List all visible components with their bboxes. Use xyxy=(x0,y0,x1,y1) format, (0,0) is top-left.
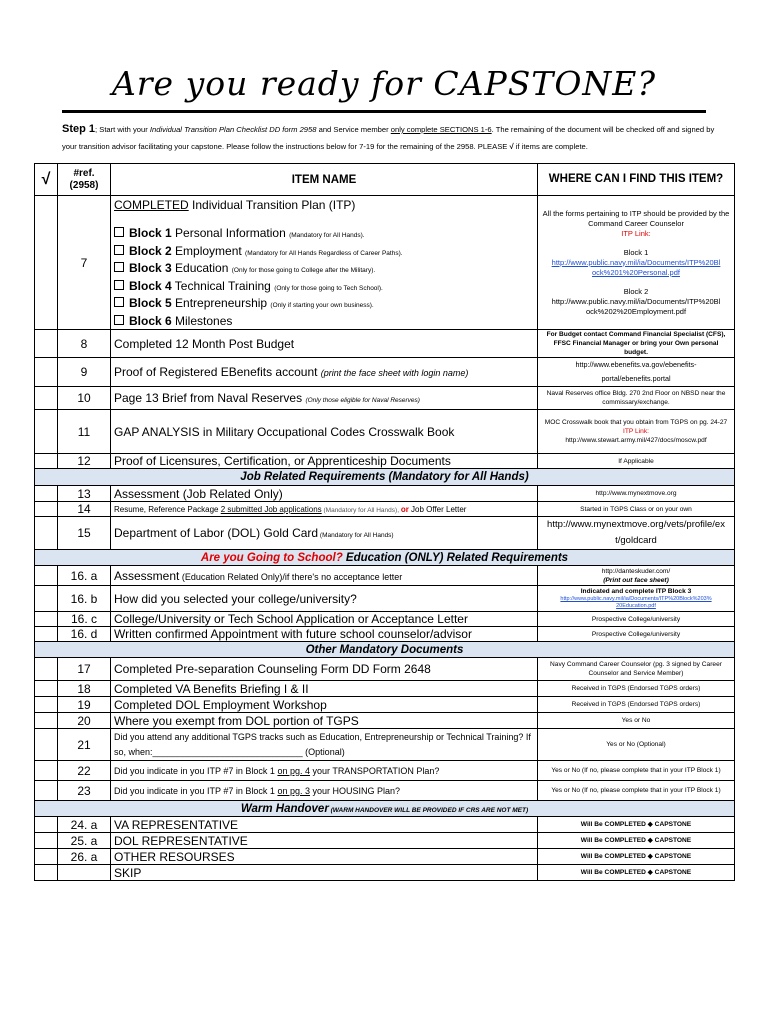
checkbox-cell[interactable] xyxy=(35,566,58,586)
ref-cell: 13 xyxy=(58,486,111,502)
table-row xyxy=(35,781,735,801)
ref-cell: 19 xyxy=(58,697,111,713)
item-cell xyxy=(111,387,538,410)
item-note: (Only those eligible for Naval Reserves) xyxy=(305,397,420,404)
checkbox-icon[interactable] xyxy=(114,245,124,255)
checkbox-cell[interactable] xyxy=(35,410,58,454)
header-row xyxy=(35,164,735,196)
where-cell: Naval Reserves office Bldg. 270 2nd Floor on NBSD near the commissary/exchange. xyxy=(538,387,735,410)
where-cell[interactable]: http://www.ebenefits.va.gov/ebenefits-portal/ebenefits.portal xyxy=(538,358,735,387)
checkbox-icon[interactable] xyxy=(114,297,124,307)
where-cell: Yes or No (If no, please complete that in your ITP Block 1) xyxy=(538,781,735,801)
item-cell: Did you attend any additional TGPS tracks such as Education, Entrepreneurship or Technical Training? If so, when:______________________________ (Optional) xyxy=(111,729,538,761)
item-cell: SKIP xyxy=(111,865,538,881)
item-cell xyxy=(111,502,538,517)
step-text-5: . The remaining of the document will be checked off and signed by your transition advisor facilitating your capstone. Please follow the instructions below for 7-19 for the remaining of the 2958. PLEASE xyxy=(62,125,715,151)
block-note: (Only if starting your own business). xyxy=(270,302,374,309)
checkbox-cell[interactable] xyxy=(35,833,58,849)
checkbox-cell[interactable] xyxy=(35,713,58,729)
block-label: Education xyxy=(171,261,232,275)
where-cell: Received in TGPS (Endorsed TGPS orders) xyxy=(538,697,735,713)
checkbox-cell[interactable] xyxy=(35,358,58,387)
section-title xyxy=(35,550,735,566)
where-cell: Yes or No xyxy=(538,713,735,729)
itp-where-b2: Block 2 xyxy=(623,286,649,296)
item-note: (Mandatory for All Hands) xyxy=(318,532,394,539)
where-cell: Prospective College/university xyxy=(538,627,735,642)
itp-where-b1: Block 1 xyxy=(623,247,649,257)
checkbox-cell[interactable] xyxy=(35,517,58,550)
block-label: Entrepreneurship xyxy=(171,296,271,310)
where-cell xyxy=(538,566,735,586)
ref-cell: 16. d xyxy=(58,627,111,642)
checkbox-cell[interactable] xyxy=(35,196,58,330)
step-text-3: and Service member xyxy=(316,125,391,134)
table-row xyxy=(35,330,735,358)
ref-cell: 14 xyxy=(58,502,111,517)
itp-link-label: ITP Link: xyxy=(621,228,651,238)
checkbox-cell[interactable] xyxy=(35,697,58,713)
item-cell xyxy=(111,358,538,387)
checkbox-cell[interactable] xyxy=(35,502,58,517)
where-cell: Started in TGPS Class or on your own xyxy=(538,502,735,517)
ref-header xyxy=(58,164,111,196)
ref-cell: 10 xyxy=(58,387,111,410)
where-cell: Will Be COMPLETED ◆ CAPSTONE xyxy=(538,849,735,865)
section-title-main: Warm Handover xyxy=(240,802,329,815)
where-link[interactable]: http://www.stewart.army.mil/427/docs/moscw.pdf xyxy=(565,437,707,444)
item-cell: OTHER RESOURSES xyxy=(111,849,538,865)
page-title: Are you ready for CAPSTONE? xyxy=(111,64,657,103)
where-link[interactable]: http://danteskuder.com/ xyxy=(601,567,671,575)
item-cell: College/University or Tech School Application or Acceptance Letter xyxy=(111,612,538,627)
title-rule xyxy=(62,110,706,113)
block-label: Milestones xyxy=(171,313,233,328)
checkbox-cell[interactable] xyxy=(35,729,58,761)
step-label: Step 1 xyxy=(62,123,96,135)
ref-cell: 16. c xyxy=(58,612,111,627)
item-cell: Proof of Licensures, Certification, or Apprenticeship Documents xyxy=(111,454,538,469)
section-title-note: (WARM HANDOVER WILL BE PROVIDED IF CRS ARE NOT MET) xyxy=(328,806,529,814)
section-title xyxy=(35,801,735,817)
itp-block-6 xyxy=(114,314,534,330)
item-cell: Completed DOL Employment Workshop xyxy=(111,697,538,713)
item-cell: Completed Pre-separation Counseling Form DD Form 2648 xyxy=(111,658,538,681)
table-row xyxy=(35,517,735,550)
step-instructions xyxy=(62,121,722,155)
block-label: Personal Information xyxy=(171,226,290,240)
where-cell: Will Be COMPLETED ◆ CAPSTONE xyxy=(538,817,735,833)
ref-cell: 7 xyxy=(58,196,111,330)
ref-cell: 12 xyxy=(58,454,111,469)
itp-where-cell xyxy=(538,196,735,330)
item-cell: Completed VA Benefits Briefing I & II xyxy=(111,681,538,697)
ref-cell: 15 xyxy=(58,517,111,550)
item-text: Proof of Registered EBenefits account xyxy=(114,365,318,379)
itp-where-intro: All the forms pertaining to ITP should be provided by the Command Career Counselor xyxy=(542,208,730,228)
table-row xyxy=(35,849,735,865)
item-cell: Where you exempt from DOL portion of TGPS xyxy=(111,713,538,729)
item-text: Department of Labor (DOL) Gold Card xyxy=(114,526,319,540)
checkbox-cell[interactable] xyxy=(35,612,58,627)
where-link[interactable]: http://www.public.navy.mil/ia/Documents/ITP%20Block%203% 20Education.pdf xyxy=(560,596,712,609)
block-name: Block 6 xyxy=(129,313,172,328)
ref-header-1: #ref. xyxy=(73,167,95,179)
block-note: (Only for those going to College after the Military). xyxy=(231,267,376,274)
item-underlined: on pg. 4 xyxy=(277,765,310,776)
ref-cell: 16. b xyxy=(58,586,111,612)
table-row xyxy=(35,627,735,642)
block-label: Employment xyxy=(171,243,246,258)
item-text: Did you indicate in you ITP #7 in Block 1 xyxy=(114,785,278,796)
table-row xyxy=(35,761,735,781)
itp-block-4 xyxy=(114,279,534,297)
checkbox-icon[interactable] xyxy=(114,280,124,290)
item-cell xyxy=(111,781,538,801)
where-link-label: ITP Link: xyxy=(623,428,649,435)
table-row xyxy=(35,697,735,713)
block-note: (Mandatory for All Hands). xyxy=(289,232,365,239)
itp-block-5 xyxy=(114,296,534,314)
checkbox-icon[interactable] xyxy=(114,262,124,272)
table-row xyxy=(35,502,735,517)
table-row xyxy=(35,566,735,586)
checkbox-cell[interactable] xyxy=(35,454,58,469)
item-cell xyxy=(111,517,538,550)
item-cell: Written confirmed Appointment with future school counselor/advisor xyxy=(111,627,538,642)
item-note: (print the face sheet with login name) xyxy=(320,368,469,378)
item-underlined: 2 submitted Job applications xyxy=(220,504,322,514)
ref-cell: 18 xyxy=(58,681,111,697)
ref-cell: 16. a xyxy=(58,566,111,586)
where-note: (Print out face sheet) xyxy=(603,576,669,584)
item-cell: VA REPRESENTATIVE xyxy=(111,817,538,833)
itp-title-completed: COMPLETED xyxy=(114,198,189,212)
item-underlined: on pg. 3 xyxy=(277,785,310,796)
ref-cell: 25. a xyxy=(58,833,111,849)
item-text-b: Job Offer Letter xyxy=(408,504,467,514)
table-row xyxy=(35,196,735,330)
where-cell: Navy Command Career Counselor (pg. 3 signed by Career Counselor and Service Member) xyxy=(538,658,735,681)
itp-item-cell xyxy=(111,196,538,330)
block-label: Technical Training xyxy=(171,278,275,293)
where-text: MOC Crosswalk book that you obtain from TGPS on pg. 24-27 xyxy=(544,419,728,426)
item-cell: How did you selected your college/university? xyxy=(111,586,538,612)
table-row xyxy=(35,586,735,612)
item-text-b: your HOUSING Plan? xyxy=(309,785,400,796)
ref-cell: 17 xyxy=(58,658,111,681)
checkbox-cell[interactable] xyxy=(35,781,58,801)
ref-cell: 22 xyxy=(58,761,111,781)
table-row xyxy=(35,833,735,849)
checkbox-cell[interactable] xyxy=(35,486,58,502)
item-text: Did you indicate in you ITP #7 in Block 1 xyxy=(114,765,278,776)
item-text: Page 13 Brief from Naval Reserves xyxy=(114,391,303,405)
where-text: Indicated and complete ITP Block 3 xyxy=(580,588,692,595)
where-header: WHERE CAN I FIND THIS ITEM? xyxy=(538,164,735,196)
table-row xyxy=(35,681,735,697)
where-cell xyxy=(538,410,735,454)
where-cell: Prospective College/university xyxy=(538,612,735,627)
item-text: Resume, Reference Package xyxy=(114,504,221,514)
table-row xyxy=(35,713,735,729)
itp-block-3 xyxy=(114,261,534,279)
step-text-1: Start with your xyxy=(97,125,150,134)
checkbox-cell[interactable] xyxy=(35,586,58,612)
step-text-2: Individual Transition Plan Checklist DD form 2958 xyxy=(149,125,317,134)
step-sep: ; xyxy=(95,125,98,134)
itp-block-1 xyxy=(114,226,534,244)
ref-cell: 11 xyxy=(58,410,111,454)
item-text: Assessment xyxy=(114,568,180,583)
block-note: (Mandatory for All Hands Regardless of Career Paths). xyxy=(245,249,403,257)
where-cell: Received in TGPS (Endorsed TGPS orders) xyxy=(538,681,735,697)
section-title: Job Related Requirements (Mandatory for All Hands) xyxy=(35,469,735,486)
section-title: Other Mandatory Documents xyxy=(35,642,735,658)
item-note: (Education Related Only)/if there's no acceptance letter xyxy=(179,571,403,582)
checkbox-cell[interactable] xyxy=(35,658,58,681)
where-cell xyxy=(538,586,735,612)
ref-cell xyxy=(58,865,111,881)
ref-cell: 8 xyxy=(58,330,111,358)
ref-cell: 26. a xyxy=(58,849,111,865)
table-row xyxy=(35,486,735,502)
item-cell: Assessment (Job Related Only) xyxy=(111,486,538,502)
ref-cell: 21 xyxy=(58,729,111,761)
ref-cell: 24. a xyxy=(58,817,111,833)
block-note: (Only for those going to Tech School). xyxy=(274,284,383,292)
table-row xyxy=(35,454,735,469)
table-row xyxy=(35,817,735,833)
where-cell: If Applicable xyxy=(538,454,735,469)
item-cell xyxy=(111,566,538,586)
itp-title-rest: Individual Transition Plan (ITP) xyxy=(188,198,356,212)
item-or: or xyxy=(400,504,409,514)
checkbox-icon[interactable] xyxy=(114,315,124,325)
ref-cell: 20 xyxy=(58,713,111,729)
checkbox-icon[interactable] xyxy=(114,227,124,237)
ref-header-2: (2958) xyxy=(69,179,99,191)
itp-b1-link[interactable]: http://www.public.navy.mil/ia/Documents/ITP%20Bl ock%201%20Personal.pdf xyxy=(551,257,721,277)
ref-cell: 9 xyxy=(58,358,111,387)
where-cell: Will Be COMPLETED ◆ CAPSTONE xyxy=(538,833,735,849)
check-symbol: √ xyxy=(509,142,514,151)
checkbox-cell[interactable] xyxy=(35,817,58,833)
table-row xyxy=(35,410,735,454)
block-name: Block 5 xyxy=(129,296,172,310)
block-name: Block 3 xyxy=(129,261,172,275)
itp-title xyxy=(114,198,534,212)
step-text-6: if items are complete. xyxy=(513,142,588,151)
item-cell: DOL REPRESENTATIVE xyxy=(111,833,538,849)
step-text-4: only complete SECTIONS 1-6 xyxy=(390,125,492,134)
itp-block-2 xyxy=(114,244,534,262)
section-header-edu xyxy=(35,550,735,566)
checklist-table xyxy=(34,163,735,881)
section-title-red: Are you Going to School? xyxy=(200,551,343,564)
item-cell xyxy=(111,761,538,781)
item-header: ITEM NAME xyxy=(111,164,538,196)
item-text-b: your TRANSPORTATION Plan? xyxy=(309,765,440,776)
block-name: Block 1 xyxy=(129,226,172,240)
table-row xyxy=(35,387,735,410)
item-cell: Completed 12 Month Post Budget xyxy=(111,330,538,358)
where-cell[interactable]: http://www.mynextmove.org xyxy=(538,486,735,502)
block-name: Block 2 xyxy=(129,243,172,258)
check-header: √ xyxy=(35,164,58,196)
checkbox-cell[interactable] xyxy=(35,865,58,881)
item-cell: GAP ANALYSIS in Military Occupational Codes Crosswalk Book xyxy=(111,410,538,454)
table-row xyxy=(35,729,735,761)
item-note: (Mandatory for All Hands), xyxy=(321,506,401,514)
checkbox-cell[interactable] xyxy=(35,627,58,642)
table-row xyxy=(35,658,735,681)
where-cell: Yes or No (Optional) xyxy=(538,729,735,761)
section-title-rest: Education (ONLY) Related Requirements xyxy=(342,551,569,564)
checkbox-cell[interactable] xyxy=(35,330,58,358)
itp-b2-link[interactable]: http://www.public.navy.mil/ia/Documents/ITP%20Bl ock%202%20Employment.pdf xyxy=(551,296,721,316)
table-row xyxy=(35,865,735,881)
section-header-job xyxy=(35,469,735,486)
where-cell: Will Be COMPLETED ◆ CAPSTONE xyxy=(538,865,735,881)
ref-cell: 23 xyxy=(58,781,111,801)
where-cell: Yes or No (If no, please complete that in your ITP Block 1) xyxy=(538,761,735,781)
where-cell: For Budget contact Command Financial Specialist (CFS), FFSC Financial Manager or bring your Own personal budget. xyxy=(538,330,735,358)
where-cell[interactable]: http://www.mynextmove.org/vets/profile/ex t/goldcard xyxy=(538,517,735,550)
checkbox-cell[interactable] xyxy=(35,387,58,410)
section-header-warm xyxy=(35,801,735,817)
checkbox-cell[interactable] xyxy=(35,849,58,865)
section-header-other xyxy=(35,642,735,658)
table-row xyxy=(35,612,735,627)
checkbox-cell[interactable] xyxy=(35,681,58,697)
table-row xyxy=(35,358,735,387)
block-name: Block 4 xyxy=(129,278,172,293)
checkbox-cell[interactable] xyxy=(35,761,58,781)
